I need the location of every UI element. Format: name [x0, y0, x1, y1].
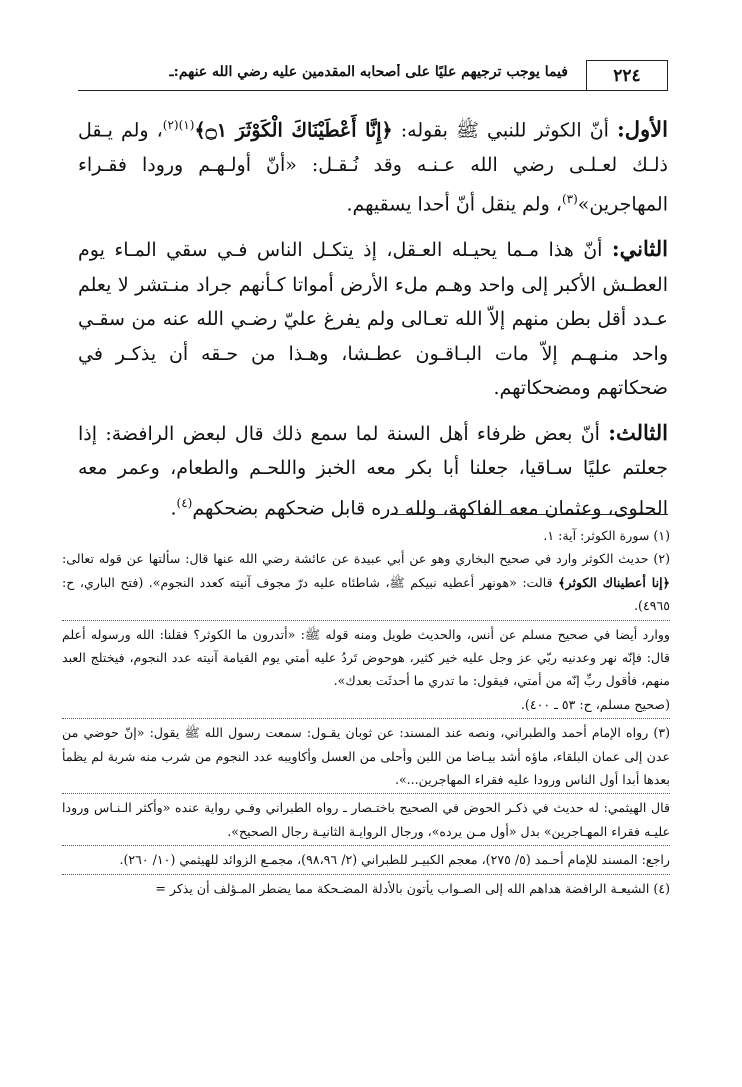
footnote-3-refs: راجع: المسند للإمام أحـمد (٥/ ٢٧٥)، معجم الكبيـر للطبراني (٢/ ٩٨،٩٦)، مجمـع الزوائد للهيثمي (١٠/ ٢٦٠). [119, 852, 670, 868]
paragraph-lead: الثاني: [611, 236, 668, 262]
paragraph-text: ، ولم يـقل ذلـك لعـلـى رضي الله عـنـه وقد نُـقـل: «أنّ أولـهـم ورودا فقـراء المهاجرين» [78, 119, 668, 216]
main-text [78, 108, 668, 535]
footnote-ref: (٣) [561, 192, 578, 207]
quran-verse: ﴿إنا أعطيناك الكوثر﴾ [558, 574, 670, 590]
footnote-text: قالت: «هونهر أعطيه نبيكم ﷺ، شاطئاه عليه درّ مجوف آنيته كعدد النجوم». (فتح الباري، ح: ٤٩٦٥). [62, 574, 670, 614]
quran-verse: ﴿إِنَّا أَعْطَيْنَاكَ الْكَوْثَرَ ۝١﴾ [194, 119, 393, 142]
running-title: فيما يوجب ترجيهم عليًا على أصحابه المقدمين عليه رضي الله عنهم:ـ [169, 64, 568, 80]
header-rule [78, 90, 668, 91]
footnote-3: (٣) رواه الإمام أحمد والطبراني، ونصه عند المسند: عن ثوبان يقـول: سمعت رسول الله ﷺ يقول: «إنّ حوضي من عدن إلى عمان البلقاء، ماؤه أشد بيـاضا من اللبن وأحلى من العسل وأكاويبه عدد النجوم من شرب منه شربة لم يظمأ بعدها أبدا أول الناس ورودا عليه فقراء المهاجرين...». [62, 725, 670, 788]
paragraph-lead: الأول: [617, 116, 668, 142]
footnote-4: (٤) الشيعـة الرافضة هداهم الله إلى الصـواب يأتون بالأدلة المضـحكة مما يضطر المـؤلف أن يذكر = [155, 880, 670, 896]
footnote-divider [62, 845, 670, 846]
footnote-divider [62, 874, 670, 875]
footnote-2-source: (صحيح مسلم، ح: ٥٣ ـ ٤٠٠). [520, 696, 670, 712]
paragraph-text: أنّ الكوثر للنبي ﷺ بقوله: [392, 119, 618, 142]
footnote-3-haythami: قال الهيثمي: له حديث في ذكـر الحوض في الصحيح باختـصار ـ رواه الطبراني وفـي رواية عنده «وأكثر الـنـاس ورودا عليـه فقراء المهـاجرين» بدل «أول مـن يرده»، ورجال الروايـة الثانيـة رجال الصحيح». [62, 800, 670, 839]
footnote-divider [62, 718, 670, 719]
paragraph-text: ، ولم ينقل أنّ أحدا يسقيهم. [346, 193, 562, 216]
footnote-rule [390, 514, 668, 515]
footnote-ref: (٤) [176, 495, 193, 510]
footnote-1: (١) سورة الكوثر: آية: ١. [543, 528, 670, 543]
footnote-2-cont: ووارد أيضا في صحيح مسلم عن أنس، والحديث طويل ومنه قوله ﷺ: «أتدرون ما الكوثر؟ فقلنا: الله ورسوله أعلم قال: فإنّه نهر وعدنيه ربّي عز وجل عليه خير كثير، هوحوض تَردُ عليه أمتي يوم القيامة آنيته عدد النجوم، فيختلج العبد منهم، فأقول ربِّ إنّه من أمتي، فيقول: ما تدري ما أحدثَت بعدك». [62, 626, 670, 689]
paragraph-lead: الثالث: [608, 419, 668, 445]
page-header [78, 58, 668, 92]
paragraph-second [78, 232, 668, 406]
page-number: ٢٢٤ [586, 60, 668, 90]
footnote-divider [62, 620, 670, 621]
paragraph-first [78, 108, 668, 222]
paragraph-end: . [170, 496, 177, 519]
footnote-divider [62, 793, 670, 794]
footnote-ref: (١)(٢) [162, 118, 195, 132]
paragraph-text: أنّ هذا مـما يحيـله العـقل، إذ يتكـل الناس فـي سقي المـاء يوم العطـش الأكبر إلى واحد وهـم ملء الأرض أمواتا كـأنهم جراد منـتشر لا يعلم عـدد أقل بطن منهم إلاّ الله تعـالى ولم يفرغ عليّ رضـي الله عنه من سقـي واحد منـهـم إلاّ مات البـاقـون عطـشا، وهـذا من حـقه أن يذكـر في ضحكاتهم ومضحكاتهم. [78, 239, 668, 400]
paragraph-third [78, 416, 668, 526]
footnote-2 [62, 547, 670, 617]
footnotes [62, 524, 670, 900]
paragraph-text: أنّ بعض ظرفاء أهل السنة لما سمع ذلك قال لبعض الرافضة: إذا جعلتم عليًا سـاقيا، جعلنا أبا بكر معه الخبز واللحـم والطعام، وعمر معه الحلوى، وعثمان معه الفاكهة، ولله دره قابل ضحكهم بضحكهم [78, 422, 668, 519]
footnote-text: (٢) حديث الكوثر وارد في صحيح البخاري وهو عن أبي عبيدة عن عائشة رضي الله عنها قال: سألتها عن قوله تعالى: [62, 551, 670, 567]
